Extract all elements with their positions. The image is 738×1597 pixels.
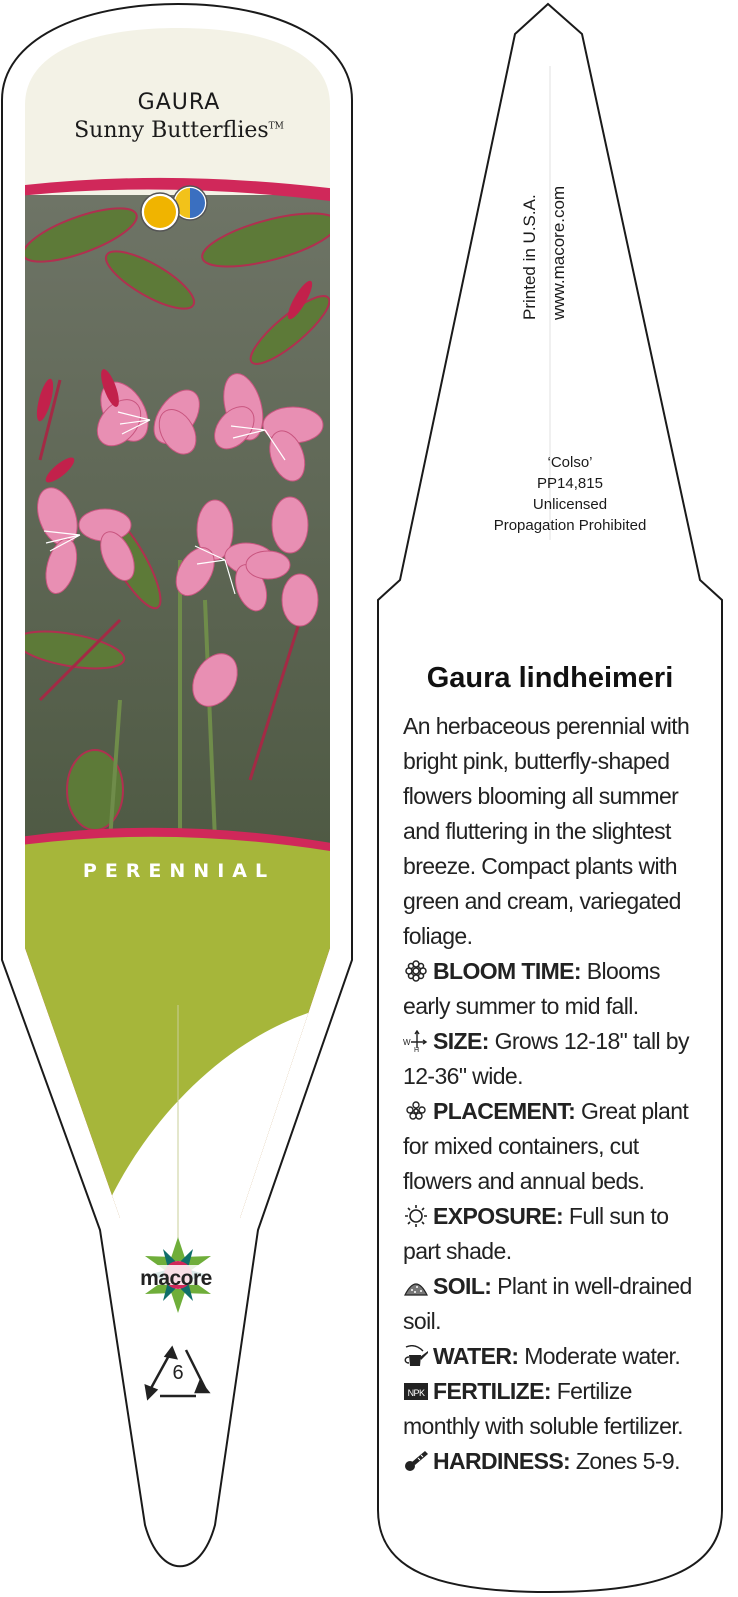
attr-text: Fertilize monthly with soluble fertilizer. bbox=[403, 1378, 683, 1439]
attr-water bbox=[403, 1339, 703, 1374]
attr-exposure bbox=[403, 1199, 703, 1269]
attr-text: Grows 12-18" tall by 12-36" wide. bbox=[403, 1028, 689, 1089]
npk-icon bbox=[403, 1380, 429, 1402]
license-line-2: Propagation Prohibited bbox=[493, 517, 647, 534]
category-label: PERENNIAL bbox=[82, 860, 276, 882]
description: An herbaceous perennial with bright pink, butterfly-shaped flowers blooming all summer and fluttering in the slightest breeze. Compact plants with green and cream, variegated foliage. bbox=[403, 713, 690, 949]
attr-placement bbox=[403, 1094, 703, 1199]
attr-text: Zones 5-9. bbox=[575, 1448, 680, 1474]
attr-label: BLOOM TIME: bbox=[433, 958, 581, 984]
size-icon bbox=[403, 1030, 429, 1052]
attr-text: Blooms early summer to mid fall. bbox=[403, 958, 660, 1019]
attr-text: Moderate water. bbox=[524, 1343, 681, 1369]
trademark-mark: TM bbox=[268, 121, 284, 132]
attr-size bbox=[403, 1024, 703, 1094]
variety-name bbox=[25, 118, 333, 143]
attr-label: HARDINESS: bbox=[433, 1448, 571, 1474]
attr-text: Plant in well-drained soil. bbox=[403, 1273, 692, 1334]
attr-label: WATER: bbox=[433, 1343, 519, 1369]
attr-label: SOIL: bbox=[433, 1273, 492, 1299]
macore-logo-text: macore bbox=[140, 1267, 212, 1290]
recycle-number: 6 bbox=[172, 1362, 184, 1384]
website-line: www.macore.com bbox=[549, 185, 568, 320]
license-line-1: Unlicensed bbox=[532, 496, 608, 513]
placement-icon bbox=[403, 1100, 429, 1122]
thermometer-icon bbox=[403, 1450, 429, 1472]
flower-photo bbox=[0, 195, 360, 845]
attr-hardiness bbox=[403, 1444, 703, 1479]
patent-block bbox=[420, 452, 720, 536]
genus-heading: GAURA bbox=[137, 90, 221, 115]
care-info bbox=[403, 709, 703, 1479]
attr-label: FERTILIZE: bbox=[433, 1378, 551, 1404]
size-icon-h: H bbox=[414, 1047, 419, 1052]
cultivar-name: ‘Colso’ bbox=[547, 454, 593, 471]
attr-fertilize bbox=[403, 1374, 703, 1444]
variety-name-text: Sunny Butterflies bbox=[74, 118, 269, 143]
npk-icon-text: NPK bbox=[407, 1388, 425, 1398]
watering-can-icon bbox=[403, 1345, 429, 1367]
attr-label: PLACEMENT: bbox=[433, 1098, 576, 1124]
printed-line: Printed in U.S.A. bbox=[520, 194, 539, 320]
printed-note bbox=[515, 120, 577, 320]
patent-number: PP14,815 bbox=[537, 475, 603, 492]
attr-text: Great plant for mixed containers, cut flowers and annual beds. bbox=[403, 1098, 689, 1194]
botanical-name: Gaura lindheimeri bbox=[426, 662, 674, 694]
attr-label: SIZE: bbox=[433, 1028, 489, 1054]
attr-text: Full sun to part shade. bbox=[403, 1203, 669, 1264]
soil-icon bbox=[403, 1275, 429, 1297]
attr-label: EXPOSURE: bbox=[433, 1203, 564, 1229]
sun-icon bbox=[403, 1205, 429, 1227]
attr-bloom-time bbox=[403, 954, 703, 1024]
attr-soil bbox=[403, 1269, 703, 1339]
size-icon-w: W bbox=[403, 1038, 410, 1047]
flower-icon bbox=[403, 960, 429, 982]
